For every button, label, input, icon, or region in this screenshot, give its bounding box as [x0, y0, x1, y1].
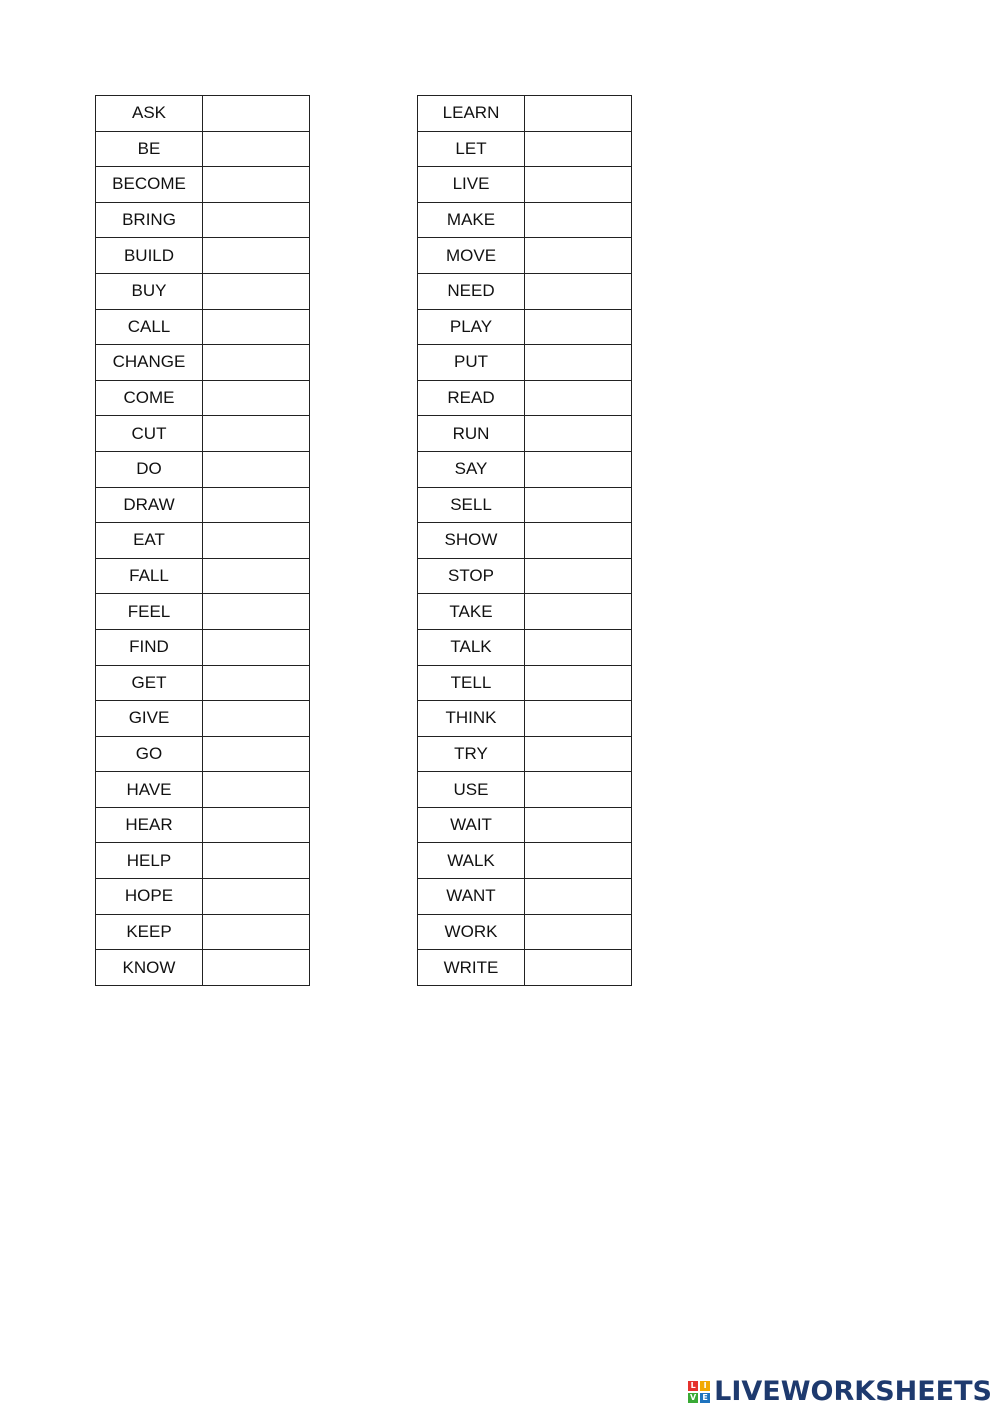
verb-cell: PUT: [418, 345, 525, 381]
answer-cell[interactable]: [203, 451, 310, 487]
answer-input[interactable]: [203, 203, 309, 238]
answer-input[interactable]: [203, 167, 309, 202]
verb-cell: LEARN: [418, 96, 525, 132]
answer-input[interactable]: [203, 238, 309, 273]
verb-cell: BRING: [96, 202, 203, 238]
table-row: [96, 629, 310, 665]
answer-input[interactable]: [525, 381, 631, 416]
table-row: [418, 96, 632, 132]
verb-cell: FEEL: [96, 594, 203, 630]
answer-cell[interactable]: [203, 131, 310, 167]
verb-cell: READ: [418, 380, 525, 416]
answer-input[interactable]: [525, 96, 631, 131]
answer-input[interactable]: [203, 310, 309, 345]
answer-cell[interactable]: [203, 736, 310, 772]
answer-input[interactable]: [525, 666, 631, 701]
answer-input[interactable]: [525, 167, 631, 202]
table-row: [96, 843, 310, 879]
verb-cell: WORK: [418, 914, 525, 950]
answer-cell[interactable]: [203, 558, 310, 594]
table-row: [96, 451, 310, 487]
verb-cell: BECOME: [96, 167, 203, 203]
answer-input[interactable]: [525, 452, 631, 487]
answer-input[interactable]: [203, 96, 309, 131]
answer-input[interactable]: [525, 915, 631, 950]
answer-input[interactable]: [525, 132, 631, 167]
verb-cell: DO: [96, 451, 203, 487]
answer-cell[interactable]: [203, 701, 310, 737]
answer-input[interactable]: [525, 488, 631, 523]
verb-cell: BE: [96, 131, 203, 167]
answer-input[interactable]: [525, 523, 631, 558]
answer-input[interactable]: [525, 559, 631, 594]
answer-cell[interactable]: [203, 914, 310, 950]
answer-input[interactable]: [203, 950, 309, 985]
answer-input[interactable]: [203, 915, 309, 950]
answer-cell[interactable]: [203, 487, 310, 523]
table-row: [96, 665, 310, 701]
verb-cell: WANT: [418, 879, 525, 915]
answer-cell[interactable]: [203, 950, 310, 986]
verb-cell: MAKE: [418, 202, 525, 238]
answer-input[interactable]: [525, 737, 631, 772]
table-row: [418, 487, 632, 523]
verb-cell: KNOW: [96, 950, 203, 986]
answer-input[interactable]: [525, 594, 631, 629]
table-row: [418, 701, 632, 737]
logo-mark-icon: L I V E: [688, 1381, 710, 1403]
answer-input[interactable]: [203, 345, 309, 380]
answer-cell[interactable]: [203, 345, 310, 381]
answer-cell[interactable]: [525, 807, 632, 843]
verb-cell: THINK: [418, 701, 525, 737]
verb-cell: FALL: [96, 558, 203, 594]
answer-cell[interactable]: [525, 96, 632, 132]
verb-cell: TELL: [418, 665, 525, 701]
answer-input[interactable]: [525, 345, 631, 380]
answer-cell[interactable]: [203, 273, 310, 309]
verb-cell: WALK: [418, 843, 525, 879]
table-row: [96, 273, 310, 309]
table-row: [418, 202, 632, 238]
verb-cell: SELL: [418, 487, 525, 523]
answer-input[interactable]: [203, 559, 309, 594]
verb-cell: HAVE: [96, 772, 203, 808]
answer-input[interactable]: [203, 772, 309, 807]
answer-input[interactable]: [203, 416, 309, 451]
table-row: [96, 772, 310, 808]
table-row: [96, 238, 310, 274]
verb-cell: DRAW: [96, 487, 203, 523]
table-row: [418, 238, 632, 274]
verb-cell: SHOW: [418, 523, 525, 559]
table-row: [96, 487, 310, 523]
verb-cell: BUY: [96, 273, 203, 309]
answer-input[interactable]: [525, 238, 631, 273]
answer-input[interactable]: [203, 452, 309, 487]
verb-cell: COME: [96, 380, 203, 416]
answer-cell[interactable]: [525, 380, 632, 416]
answer-cell[interactable]: [203, 523, 310, 559]
answer-cell[interactable]: [525, 558, 632, 594]
answer-input[interactable]: [525, 701, 631, 736]
table-row: [96, 523, 310, 559]
answer-cell[interactable]: [203, 309, 310, 345]
answer-input[interactable]: [203, 274, 309, 309]
answer-cell[interactable]: [203, 238, 310, 274]
table-row: [96, 345, 310, 381]
answer-cell[interactable]: [203, 96, 310, 132]
verb-cell: NEED: [418, 273, 525, 309]
verb-cell: CHANGE: [96, 345, 203, 381]
logo-text: LIVEWORKSHEETS: [714, 1376, 992, 1407]
table-row: [418, 451, 632, 487]
verb-cell: FIND: [96, 629, 203, 665]
verb-cell: PLAY: [418, 309, 525, 345]
verb-cell: ASK: [96, 96, 203, 132]
answer-cell[interactable]: [525, 843, 632, 879]
table-row: [418, 950, 632, 986]
verb-cell: BUILD: [96, 238, 203, 274]
table-row: [418, 558, 632, 594]
answer-cell[interactable]: [203, 202, 310, 238]
answer-input[interactable]: [203, 488, 309, 523]
table-row: [418, 843, 632, 879]
table-row: [96, 736, 310, 772]
verb-cell: EAT: [96, 523, 203, 559]
answer-input[interactable]: [203, 381, 309, 416]
answer-cell[interactable]: [203, 167, 310, 203]
table-row: [96, 701, 310, 737]
answer-cell[interactable]: [525, 523, 632, 559]
answer-input[interactable]: [525, 808, 631, 843]
verb-cell: SAY: [418, 451, 525, 487]
answer-cell[interactable]: [525, 665, 632, 701]
answer-cell[interactable]: [203, 879, 310, 915]
answer-input[interactable]: [525, 950, 631, 985]
answer-input[interactable]: [203, 737, 309, 772]
table-row: [418, 131, 632, 167]
answer-cell[interactable]: [525, 451, 632, 487]
answer-cell[interactable]: [203, 594, 310, 630]
answer-cell[interactable]: [525, 736, 632, 772]
answer-input[interactable]: [203, 594, 309, 629]
table-row: [418, 736, 632, 772]
verb-cell: HEAR: [96, 807, 203, 843]
table-row: [418, 380, 632, 416]
answer-cell[interactable]: [525, 238, 632, 274]
answer-cell[interactable]: [525, 879, 632, 915]
table-row: [418, 879, 632, 915]
verb-cell: KEEP: [96, 914, 203, 950]
answer-cell[interactable]: [525, 594, 632, 630]
table-row: [418, 309, 632, 345]
answer-cell[interactable]: [525, 629, 632, 665]
answer-input[interactable]: [525, 416, 631, 451]
table-row: [418, 273, 632, 309]
verb-cell: CALL: [96, 309, 203, 345]
table-row: [96, 131, 310, 167]
answer-input[interactable]: [203, 879, 309, 914]
table-row: [418, 665, 632, 701]
answer-cell[interactable]: [203, 807, 310, 843]
answer-input[interactable]: [525, 274, 631, 309]
table-row: [96, 807, 310, 843]
verb-cell: USE: [418, 772, 525, 808]
answer-cell[interactable]: [525, 487, 632, 523]
answer-input[interactable]: [203, 630, 309, 665]
verb-table-right: [417, 95, 632, 986]
answer-cell[interactable]: [525, 914, 632, 950]
verb-cell: LET: [418, 131, 525, 167]
verb-cell: HELP: [96, 843, 203, 879]
answer-cell[interactable]: [203, 665, 310, 701]
answer-input[interactable]: [525, 310, 631, 345]
table-row: [418, 416, 632, 452]
table-row: [96, 416, 310, 452]
table-row: [418, 772, 632, 808]
answer-input[interactable]: [203, 666, 309, 701]
answer-cell[interactable]: [525, 701, 632, 737]
verb-cell: RUN: [418, 416, 525, 452]
verb-cell: GIVE: [96, 701, 203, 737]
answer-input[interactable]: [203, 132, 309, 167]
table-row: [418, 629, 632, 665]
table-row: [96, 950, 310, 986]
table-row: [96, 914, 310, 950]
answer-cell[interactable]: [525, 345, 632, 381]
table-row: [96, 309, 310, 345]
verb-cell: TAKE: [418, 594, 525, 630]
answer-input[interactable]: [525, 630, 631, 665]
table-row: [96, 380, 310, 416]
verb-table-left: [95, 95, 310, 986]
table-row: [418, 594, 632, 630]
answer-cell[interactable]: [525, 273, 632, 309]
liveworksheets-logo: [688, 1376, 992, 1407]
answer-input[interactable]: [203, 701, 309, 736]
answer-cell[interactable]: [525, 950, 632, 986]
table-row: [96, 558, 310, 594]
table-row: [96, 594, 310, 630]
answer-input[interactable]: [203, 843, 309, 878]
answer-cell[interactable]: [525, 131, 632, 167]
table-row: [418, 807, 632, 843]
table-row: [96, 202, 310, 238]
answer-cell[interactable]: [203, 629, 310, 665]
verb-cell: GET: [96, 665, 203, 701]
answer-cell[interactable]: [525, 202, 632, 238]
verb-cell: WAIT: [418, 807, 525, 843]
table-row: [96, 167, 310, 203]
answer-cell[interactable]: [525, 772, 632, 808]
answer-input[interactable]: [203, 808, 309, 843]
answer-cell[interactable]: [525, 167, 632, 203]
answer-cell[interactable]: [203, 380, 310, 416]
answer-cell[interactable]: [203, 843, 310, 879]
table-row: [418, 914, 632, 950]
table-row: [418, 523, 632, 559]
verb-cell: TRY: [418, 736, 525, 772]
table-row: [96, 879, 310, 915]
table-row: [418, 345, 632, 381]
verb-cell: WRITE: [418, 950, 525, 986]
verb-cell: STOP: [418, 558, 525, 594]
answer-cell[interactable]: [525, 309, 632, 345]
verb-cell: TALK: [418, 629, 525, 665]
answer-input[interactable]: [525, 843, 631, 878]
verb-cell: CUT: [96, 416, 203, 452]
verb-cell: HOPE: [96, 879, 203, 915]
verb-cell: LIVE: [418, 167, 525, 203]
answer-cell[interactable]: [203, 772, 310, 808]
answer-cell[interactable]: [525, 416, 632, 452]
verb-cell: GO: [96, 736, 203, 772]
verb-cell: MOVE: [418, 238, 525, 274]
answer-input[interactable]: [203, 523, 309, 558]
answer-input[interactable]: [525, 203, 631, 238]
answer-input[interactable]: [525, 772, 631, 807]
answer-cell[interactable]: [203, 416, 310, 452]
table-row: [418, 167, 632, 203]
answer-input[interactable]: [525, 879, 631, 914]
table-row: [96, 96, 310, 132]
